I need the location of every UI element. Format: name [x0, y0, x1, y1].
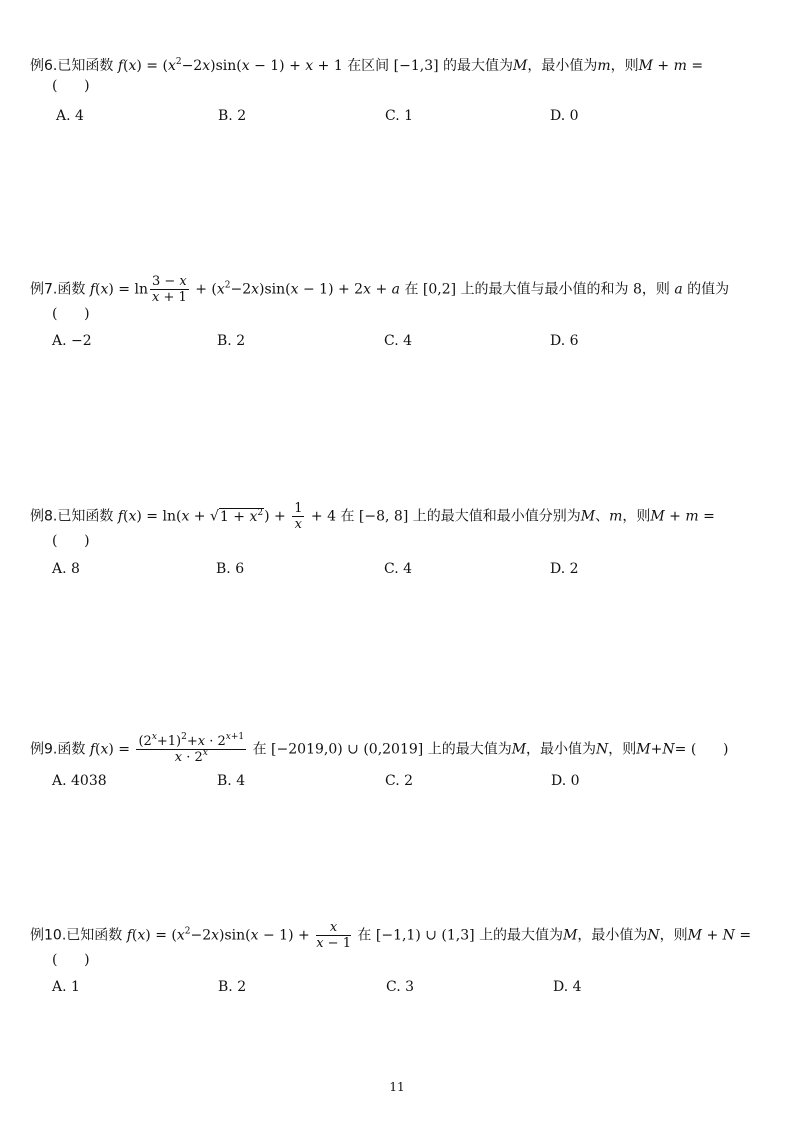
- stem-text: 在: [404, 281, 419, 298]
- stem-text: 在: [340, 508, 355, 525]
- option-b: B. 4: [217, 773, 246, 789]
- option-a: A. 8: [52, 561, 80, 577]
- stem-text: ，则: [659, 927, 688, 944]
- option-d: D. 4: [553, 979, 582, 995]
- stem-text: 在: [252, 741, 267, 758]
- option-d: D. 2: [550, 561, 579, 577]
- answer-paren: ( ): [52, 306, 90, 322]
- problem-stem: 例10.已知函数 $f(x) = (x^2-2x)\sin(x - 1)$ + $\frac{x}{x - 1}$ 在 [−1,1) ∪ (1,3] 上的最大值为M，最小值为N，则M + N =: [30, 920, 752, 951]
- option-b: B. 2: [218, 108, 247, 124]
- problem-label: 例6.: [30, 58, 58, 74]
- page-number: 11: [389, 1080, 405, 1094]
- option-d: D. 6: [550, 333, 579, 349]
- fraction: $\frac{x}{x - 1}$: [316, 920, 351, 951]
- stem-text: 上的最大值为: [479, 927, 564, 944]
- stem-text: 上的最大值和最小值分别为: [412, 508, 581, 525]
- problem-label: 例7.: [30, 281, 58, 298]
- option-d: D. 0: [550, 108, 579, 124]
- option-c: C. 4: [384, 333, 413, 349]
- option-a: A. 4038: [52, 773, 107, 789]
- fraction: $\frac{1}{x}$: [294, 501, 303, 532]
- stem-text: 的值为: [687, 281, 730, 298]
- problem-label: 例9.: [30, 741, 58, 758]
- option-c: C. 4: [384, 561, 413, 577]
- problem-stem: 例6.已知函数 $f(x) = (x^2-2x)\sin(x - 1) + x + 1$ 在区间 [−1,3] 的最大值为M，最小值为m，则M + m =: [30, 57, 704, 74]
- stem-text: ，则: [622, 508, 651, 525]
- option-c: C. 1: [385, 108, 414, 124]
- option-a: A. 4: [56, 108, 84, 124]
- problem-stem: 例8.已知函数 $f(x) = \ln(x + √1 + x^2)$ + $\frac{1}{x}$ + 4 在 [−8, 8] 上的最大值和最小值分别为M、m，则M + m =: [30, 501, 715, 532]
- stem-text: 在: [357, 927, 372, 944]
- answer-paren: ( ): [690, 741, 729, 758]
- fraction: $\frac{(2^x+1)^2+x \cdot 2^{x+1}}{x \cdot 2^x}$: [138, 732, 245, 765]
- stem-text: 已知函数: [66, 927, 123, 944]
- stem-text: ，最小值为: [527, 58, 598, 74]
- stem-text: 函数: [57, 281, 86, 298]
- option-d: D. 0: [551, 773, 580, 789]
- problem-label: 例10.: [30, 927, 67, 944]
- stem-text: 已知函数: [57, 58, 114, 74]
- stem-text: ，最小值为: [526, 741, 597, 758]
- stem-text: 的最大值为: [443, 58, 514, 74]
- stem-text: ，则: [610, 58, 639, 74]
- stem-text: ，则: [641, 281, 670, 298]
- fraction: $\frac{3 - x}{x + 1}$: [151, 274, 187, 305]
- stem-text: 在区间: [347, 58, 390, 74]
- problem-stem: 例7.函数 f(x) = ln $\frac{3 - x}{x + 1}$ + $(x^2-2x)\sin(x - 1) + 2x + a$ 在 [0,2] 上的最大值与最小值的和为 8，则 a 的值为: [30, 274, 730, 305]
- answer-paren: ( ): [52, 78, 90, 94]
- stem-text: 上的最大值为: [427, 741, 512, 758]
- option-b: B. 6: [216, 561, 245, 577]
- stem-text: ，则: [608, 741, 637, 758]
- option-a: A. −2: [52, 333, 92, 349]
- option-c: C. 3: [386, 979, 415, 995]
- stem-text: ，最小值为: [577, 927, 648, 944]
- stem-text: 上的最大值与最小值的和为: [460, 281, 629, 298]
- stem-text: 已知函数: [57, 508, 114, 525]
- stem-text: 函数: [57, 741, 86, 758]
- answer-paren: ( ): [52, 952, 90, 968]
- problem-stem: 例9.函数 f(x) = $\frac{(2^x+1)^2+x \cdot 2^{x+1}}{x \cdot 2^x}$ 在 [−2019,0) ∪ (0,2019] 上的最大值为M，最小值为N，则M+N= ( ): [30, 732, 729, 765]
- option-a: A. 1: [52, 979, 80, 995]
- option-b: B. 2: [218, 979, 247, 995]
- option-c: C. 2: [385, 773, 414, 789]
- option-b: B. 2: [217, 333, 246, 349]
- answer-paren: ( ): [52, 533, 90, 549]
- problem-label: 例8.: [30, 508, 58, 525]
